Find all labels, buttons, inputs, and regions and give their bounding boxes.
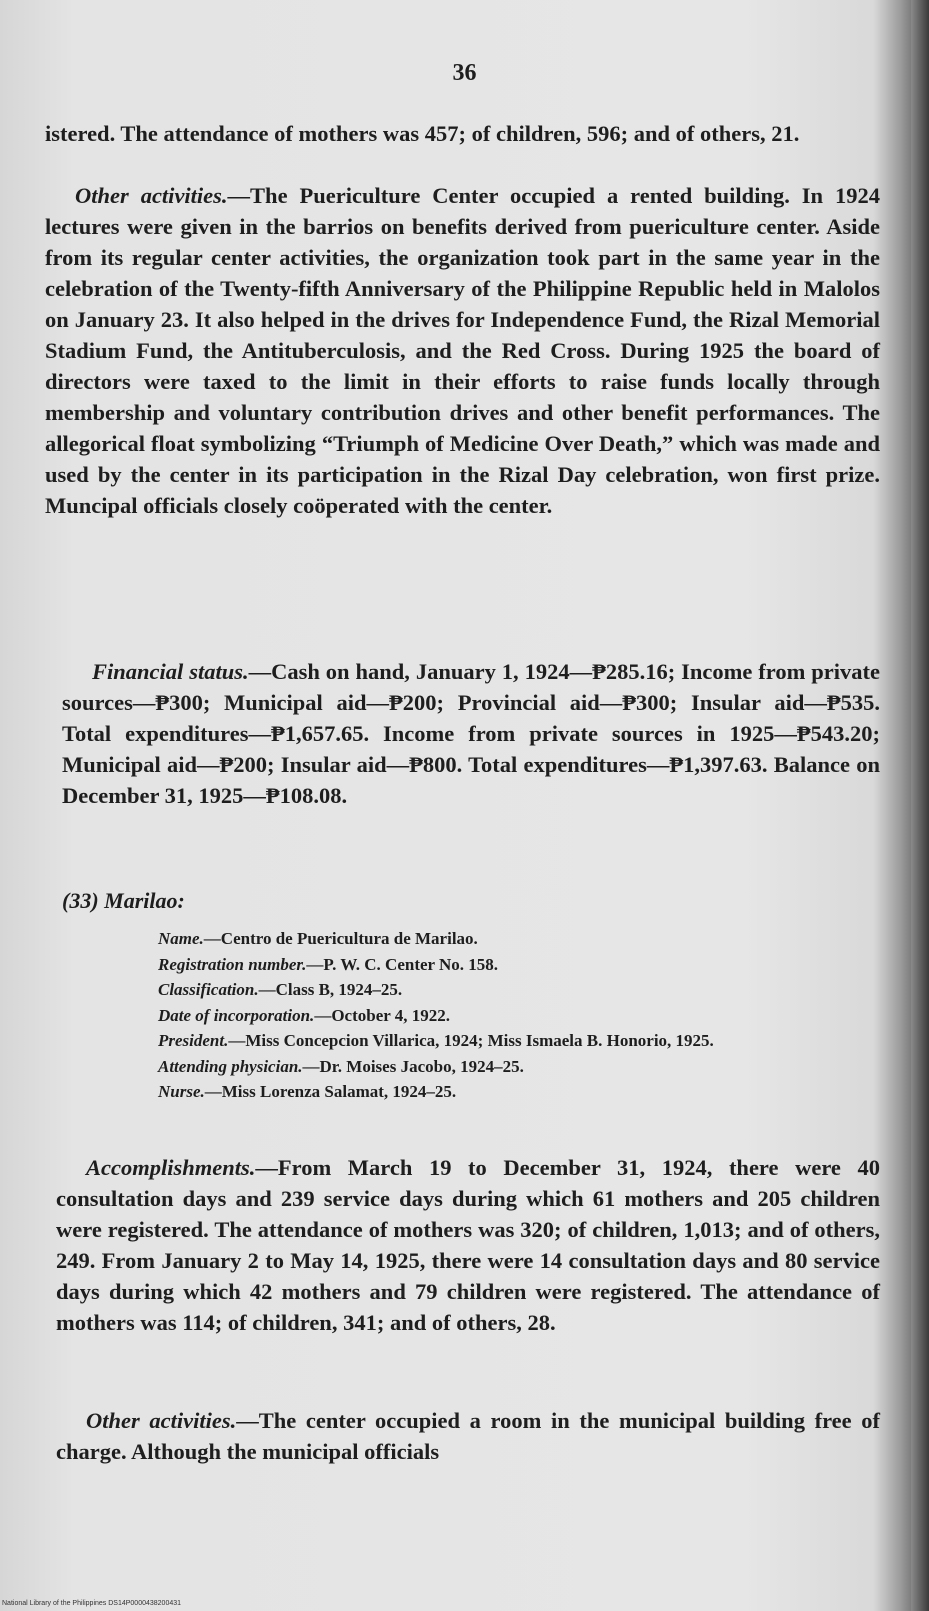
info-value: —October 4, 1922. xyxy=(314,1005,450,1025)
info-value: —Class B, 1924–25. xyxy=(258,980,403,999)
info-label: Registration number. xyxy=(158,954,307,974)
info-incorporation xyxy=(158,1003,882,1029)
center-info-block xyxy=(158,926,882,1105)
info-value: —Miss Lorenza Salamat, 1924–25. xyxy=(204,1082,457,1101)
info-classification xyxy=(158,977,882,1003)
info-value: —Dr. Moises Jacobo, 1924–25. xyxy=(302,1056,524,1076)
section-heading: (33) Marilao: xyxy=(62,888,185,913)
info-label: Name. xyxy=(158,929,204,948)
paragraph-attendance xyxy=(45,118,880,149)
info-label: Attending physician. xyxy=(158,1056,303,1076)
paragraph-other-activities-2 xyxy=(56,1405,880,1467)
info-nurse xyxy=(158,1079,882,1105)
paragraph-lead: Financial status. xyxy=(92,659,249,684)
info-name xyxy=(158,926,882,952)
paragraph-financial-status xyxy=(62,656,880,811)
info-label: Classification. xyxy=(158,980,259,999)
page-edge-shadow xyxy=(911,0,929,1611)
info-president xyxy=(158,1028,882,1054)
paragraph-text: —The Puericulture Center occupied a rented building. In 1924 lectures were given in the barrios on benefits derived from puericulture center. Aside from its regular center activities, the organization took part in the same year in the celebration of the Twenty-fifth Anniversary of the Philippine Republic held in Malolos on January 23. It also helped in the drives for Independence Fund, the Rizal Memorial Stadium Fund, the Antituberculosis, and the Red Cross. During 1925 the board of directors were taxed to the limit in their efforts to raise funds locally through membership and voluntary contribution drives and other benefit performances. The allegorical float symbolizing “Triumph of Medicine Over Death,” which was made and used by the center in its participation in the Rizal Day celebration, won first prize. Muncipal officials closely coöperated with the center. xyxy=(45,183,880,518)
info-value: —Miss Concepcion Villarica, 1924; Miss Ismaela B. Honorio, 1925. xyxy=(228,1031,714,1050)
paragraph-lead: Other activities. xyxy=(75,183,228,208)
page-number: 36 xyxy=(452,60,477,86)
paragraph-text: istered. The attendance of mothers was 457; of children, 596; and of others, 21. xyxy=(45,121,800,146)
info-value: —Centro de Puericultura de Marilao. xyxy=(203,929,478,948)
info-label: Date of incorporation. xyxy=(158,1005,315,1025)
info-registration xyxy=(158,952,882,978)
info-label: Nurse. xyxy=(158,1082,205,1101)
paragraph-lead: Other activities. xyxy=(86,1408,237,1433)
paragraph-text: —From March 19 to December 31, 1924, there were 40 consultation days and 239 service days during which 61 mothers and 205 children were registered. The attendance of mothers was 320; of children, 1,013; and of others, 249. From January 2 to May 14, 1925, there were 14 consultation days and 80 service days during which 42 mothers and 79 children were registered. The attendance of mothers was 114; of children, 341; and of others, 28. xyxy=(56,1155,880,1335)
info-label: President. xyxy=(158,1031,229,1050)
paragraph-text: —The center occupied a room in the municipal building free of charge. Although the municipal officials xyxy=(56,1408,880,1464)
info-value: —P. W. C. Center No. 158. xyxy=(306,954,499,974)
footer-attribution: National Library of the Philippines DS14P0000438200431 xyxy=(2,1600,182,1607)
info-physician xyxy=(158,1054,882,1080)
paragraph-other-activities xyxy=(45,180,880,521)
paragraph-text: —Cash on hand, January 1, 1924—₱285.16; Income from private sources—₱300; Municipal aid—₱200; Provincial aid—₱300; Insular aid—₱535. Total expenditures—₱1,657.65. Income from private sources in 1925—₱543.20; Municipal aid—₱200; Insular aid—₱800. Total expenditures—₱1,397.63. Balance on December 31, 1925—₱108.08. xyxy=(62,659,880,808)
paragraph-accomplishments xyxy=(56,1152,880,1338)
paragraph-lead: Accomplishments. xyxy=(86,1155,256,1180)
